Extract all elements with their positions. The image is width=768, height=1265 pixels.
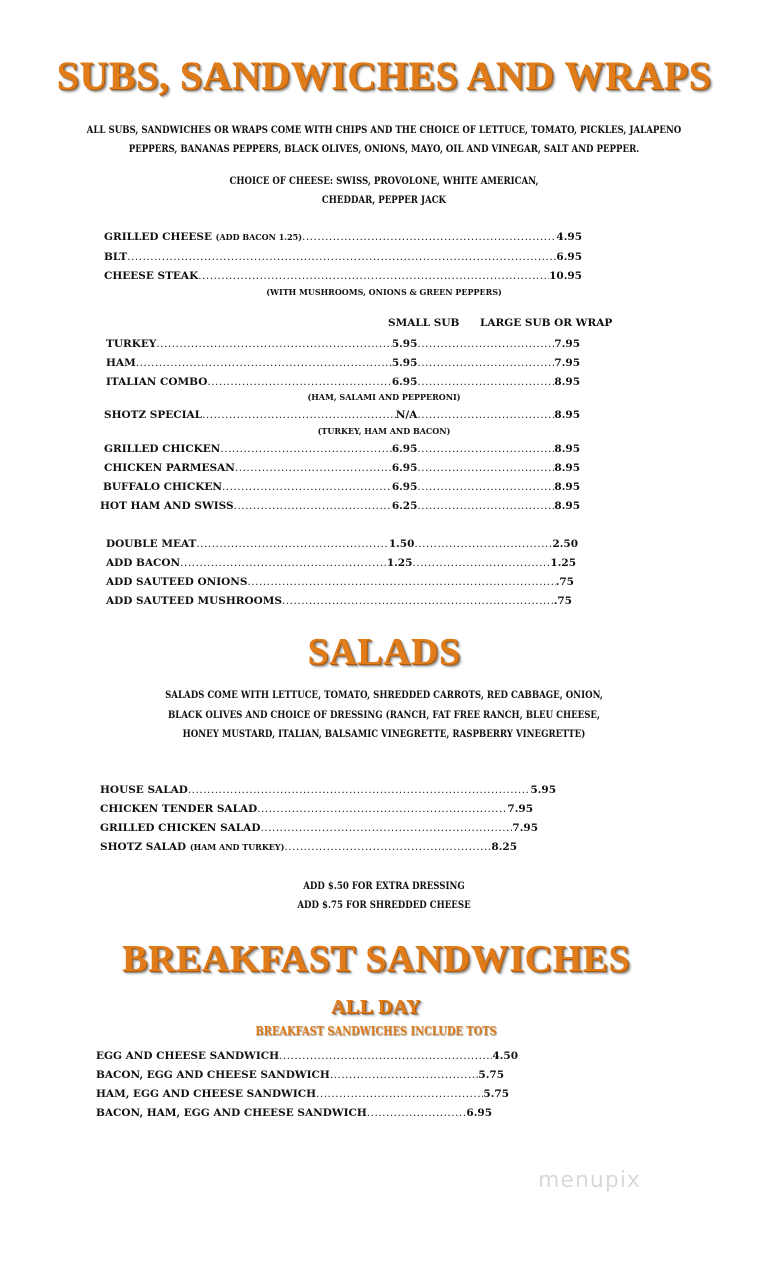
item-name: ADD BACON [106,557,181,569]
item-name: ADD SAUTEED MUSHROOMS [106,595,282,607]
item-price: 6.95 [556,251,582,263]
item-price-small: N/A [395,409,418,421]
menu-item-grilled-chicken [104,441,580,457]
menu-item-turkey [106,336,580,352]
item-name: SHOTZ SALAD (HAM AND TURKEY) [100,841,285,853]
item-price-small: 6.25 [391,500,418,512]
leader-dots [202,407,396,423]
salad-shotz [100,839,517,855]
leader-dots [198,268,549,284]
item-extra: (ADD BACON 1.25) [215,232,302,242]
menu-item-grilled-cheese [104,229,582,245]
item-price: 5.95 [530,784,556,796]
extra-add-bacon [106,555,576,571]
breakfast-note: BREAKFAST SANDWICHES INCLUDE TOTS [255,1024,497,1038]
item-price-large: 8.95 [554,462,580,474]
breakfast-egg-and-cheese [96,1048,518,1064]
item-price-large: 8.95 [554,409,580,421]
item-price-large: 1.25 [550,557,576,569]
menu-item-shotz-special [104,407,580,423]
subs-title: SUBS, SANDWICHES AND WRAPS [56,53,712,98]
item-price: 8.25 [491,841,517,853]
item-price: 7.95 [507,803,533,815]
subs-note-line1: ALL SUBS, SANDWICHES OR WRAPS COME WITH CHIPS AND THE CHOICE OF LETTUCE, TOMATO, PICKLES, JALAPENO [86,124,682,136]
item-price-large: 7.95 [554,338,580,350]
item-name: BLT [104,251,128,263]
leader-dots [412,555,550,571]
leader-dots [188,782,531,798]
leader-dots [282,593,554,609]
leader-dots [417,479,554,495]
extra-double-meat [106,536,578,552]
salads-note-line2: BLACK OLIVES AND CHOICE OF DRESSING (RANCH, FAT FREE RANCH, BLEU CHEESE, [168,709,600,721]
leader-dots [257,801,507,817]
item-price-small: 5.95 [391,357,418,369]
item-price-large: 8.95 [554,500,580,512]
item-name: CHICKEN PARMESAN [104,462,235,474]
cheese-note-line2: CHEDDAR, PEPPER JACK [321,194,447,206]
menu-item-blt [104,249,582,265]
leader-dots [222,479,392,495]
item-price: 4.50 [492,1050,518,1062]
item-price-large: 7.95 [554,357,580,369]
item-name: BACON, EGG AND CHEESE SANDWICH [96,1069,330,1081]
item-price-large: 8.95 [554,376,580,388]
subs-note-line2: PEPPERS, BANANAS PEPPERS, BLACK OLIVES, ONIONS, MAYO, OIL AND VINEGAR, SALT AND PEPPER. [128,143,640,155]
salad-chicken-tender [100,801,533,817]
item-name: HAM, EGG AND CHEESE SANDWICH [96,1088,317,1100]
leader-dots [417,336,554,352]
leader-dots [180,555,387,571]
watermark-logo: menupix [538,1168,641,1193]
leader-dots [279,1048,492,1064]
leader-dots [196,536,389,552]
item-name: EGG AND CHEESE SANDWICH [96,1050,280,1062]
item-name: BACON, HAM, EGG AND CHEESE SANDWICH [96,1107,367,1119]
extra-add-sauteed-onions [106,574,574,590]
item-name: TURKEY [106,338,157,350]
item-price-small: 5.95 [391,338,418,350]
leader-dots [330,1067,479,1083]
column-header-small-sub: SMALL SUB [388,317,460,329]
item-name: GRILLED CHICKEN SALAD [100,822,261,834]
item-price-large: 8.95 [554,443,580,455]
cheese-note-line1: CHOICE OF CHEESE: SWISS, PROVOLONE, WHITE AMERICAN, [229,175,539,187]
leader-dots [414,536,552,552]
item-name: SHOTZ SPECIAL [104,409,203,421]
item-price: 5.75 [478,1069,504,1081]
leader-dots [207,374,392,390]
menu-item-ham [106,355,580,371]
item-price: 6.95 [466,1107,492,1119]
leader-dots [234,498,392,514]
leader-dots [417,374,554,390]
item-price-small: 6.95 [391,462,418,474]
breakfast-bacon-egg-cheese [96,1067,504,1083]
menu-item-cheese-steak [104,268,582,284]
leader-dots [247,574,555,590]
menu-item-chicken-parmesan [104,460,580,476]
leader-dots [367,1105,467,1121]
item-price-small: 1.25 [386,557,413,569]
salads-title: SALADS [307,631,461,673]
menu-item-hot-ham-and-swiss [100,498,580,514]
extra-add-sauteed-mushrooms [106,593,572,609]
leader-dots [220,441,391,457]
column-header-large-sub: LARGE SUB OR WRAP [480,317,613,329]
menu-item-italian-combo [106,374,580,390]
item-name: ADD SAUTEED ONIONS [106,576,248,588]
item-price: .75 [553,595,572,607]
salad-house [100,782,556,798]
item-price: .75 [555,576,574,588]
leader-dots [417,460,554,476]
salads-note-line3: HONEY MUSTARD, ITALIAN, BALSAMIC VINEGRETTE, RASPBERRY VINEGRETTE) [182,728,586,740]
salads-note-line1: SALADS COME WITH LETTUCE, TOMATO, SHREDDED CARROTS, RED CABBAGE, ONION, [165,689,603,701]
item-name: HOUSE SALAD [100,784,188,796]
leader-dots [417,407,554,423]
leader-dots [316,1086,483,1102]
leader-dots [417,441,554,457]
item-price: 5.75 [483,1088,509,1100]
item-name: ITALIAN COMBO [106,376,208,388]
leader-dots [127,249,556,265]
item-price-large: 8.95 [554,481,580,493]
breakfast-title: BREAKFAST SANDWICHES [122,938,630,980]
breakfast-subtitle: ALL DAY [330,996,421,1018]
leader-dots [260,820,512,836]
item-name: BUFFALO CHICKEN [103,481,222,493]
item-name: DOUBLE MEAT [106,538,197,550]
item-extra: (HAM AND TURKEY) [189,842,285,852]
leader-dots [417,355,554,371]
menu-item-buffalo-chicken [103,479,580,495]
breakfast-ham-egg-cheese [96,1086,509,1102]
item-name: HOT HAM AND SWISS [100,500,234,512]
item-price-large: 2.50 [552,538,578,550]
item-price: 10.95 [549,270,582,282]
add-dressing-note: ADD $.50 FOR EXTRA DRESSING [303,880,465,892]
leader-dots [417,498,554,514]
item-price-small: 6.95 [391,443,418,455]
item-price-small: 6.95 [391,376,418,388]
cheese-steak-description: (WITH MUSHROOMS, ONIONS & GREEN PEPPERS) [266,287,502,297]
item-name: CHEESE STEAK [104,270,199,282]
add-cheese-note: ADD $.75 FOR SHREDDED CHEESE [297,899,471,911]
item-name: GRILLED CHEESE (ADD BACON 1.25) [104,231,302,243]
salad-grilled-chicken [100,820,538,836]
breakfast-bacon-ham-egg-cheese [96,1105,492,1121]
item-name: GRILLED CHICKEN [104,443,221,455]
leader-dots [302,229,556,245]
item-name: HAM [106,357,136,369]
item-price-small: 1.50 [388,538,415,550]
shotz-special-description: (TURKEY, HAM AND BACON) [317,426,451,436]
item-price-small: 6.95 [391,481,418,493]
italian-combo-description: (HAM, SALAMI AND PEPPERONI) [307,392,461,402]
leader-dots [136,355,392,371]
item-price: 7.95 [512,822,538,834]
leader-dots [156,336,392,352]
leader-dots [284,839,491,855]
item-name: CHICKEN TENDER SALAD [100,803,258,815]
item-price: 4.95 [556,231,582,243]
leader-dots [235,460,392,476]
